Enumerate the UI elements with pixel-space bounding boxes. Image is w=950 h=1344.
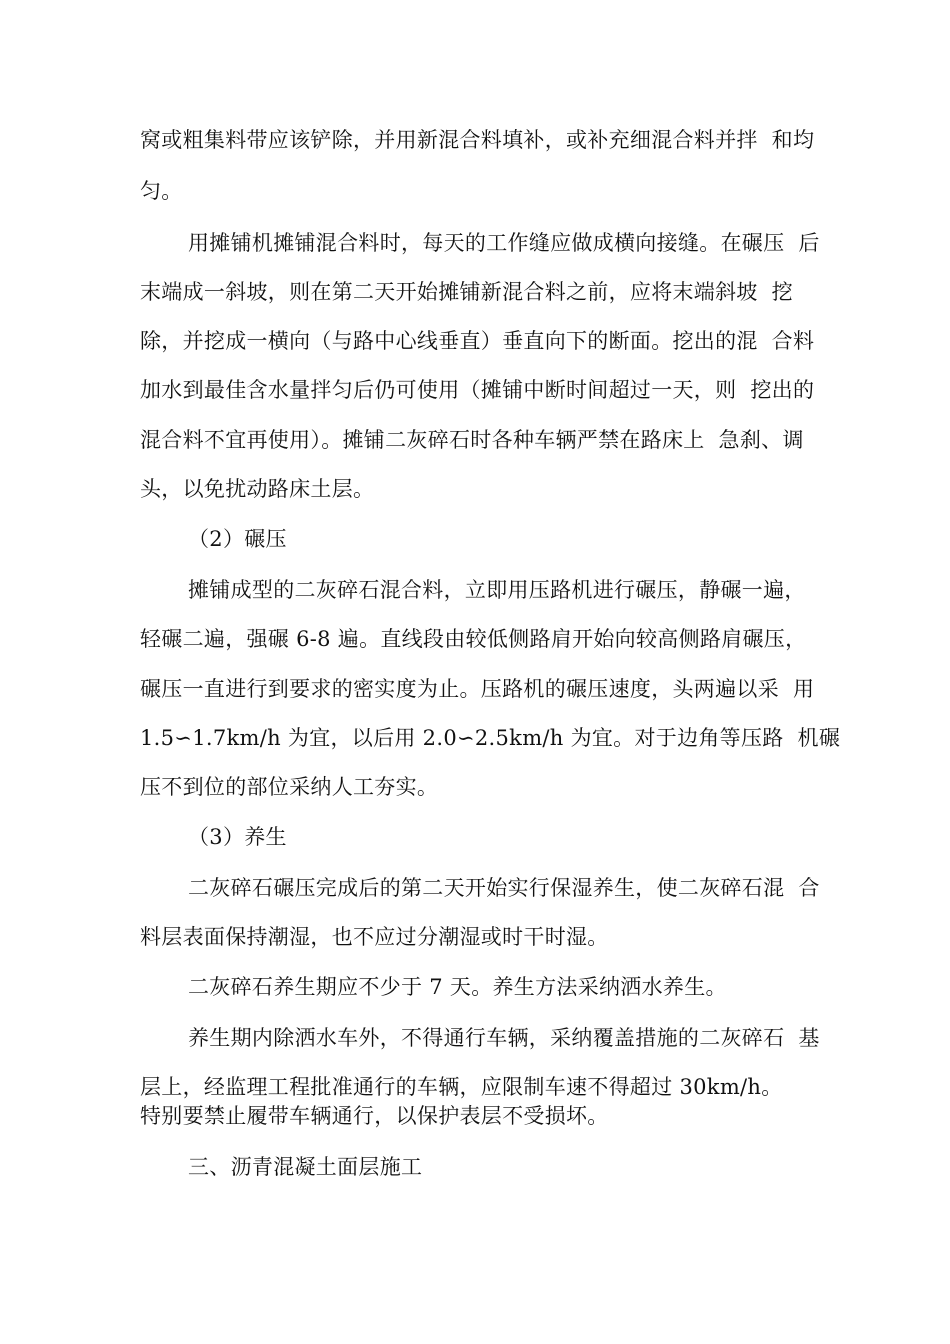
paragraph-line: 用摊铺机摊铺混合料时，每天的工作缝应做成横向接缝。在碾压 后 [188,231,820,255]
section-heading: （2）碾压 [188,527,287,551]
paragraph-line: 1.5∽1.7km/h 为宜，以后用 2.0∽2.5km/h 为宜。对于边角等压路 机碾 [140,726,841,750]
paragraph-line: 养生期内除洒水车外，不得通行车辆，采纳覆盖措施的二灰碎石 基 [188,1026,820,1050]
paragraph-line: 匀。 [140,179,183,203]
paragraph-line: 窝或粗集料带应该铲除，并用新混合料填补，或补充细混合料并拌 和均 [140,128,815,152]
paragraph-line: 料层表面保持潮湿，也不应过分潮湿或时干时湿。 [140,925,609,949]
paragraph-line: 碾压一直进行到要求的密实度为止。压路机的碾压速度，头两遍以采 用 [140,677,815,701]
paragraph-line: 二灰碎石碾压完成后的第二天开始实行保湿养生，使二灰碎石混 合 [188,876,820,900]
paragraph-line: 摊铺成型的二灰碎石混合料，立即用压路机进行碾压，静碾一遍， [188,578,806,602]
paragraph-line: 除，并挖成一横向（与路中心线垂直）垂直向下的断面。挖出的混 合料 [140,329,815,353]
paragraph-line: 混合料不宜再使用）。摊铺二灰碎石时各种车辆严禁在路床上 急刹、调 [140,428,804,452]
section-heading: （3）养生 [188,825,287,849]
paragraph-line: 头，以免扰动路床土层。 [140,477,375,501]
paragraph-line: 末端成一斜坡，则在第二天开始摊铺新混合料之前，应将末端斜坡 挖 [140,280,793,304]
paragraph-line: 加水到最佳含水量拌匀后仍可使用（摊铺中断时间超过一天，则 挖出的 [140,378,815,402]
paragraph-line: 二灰碎石养生期应不少于 7 天。养生方法采纳洒水养生。 [188,975,727,999]
section-heading: 三、沥青混凝土面层施工 [188,1155,423,1179]
paragraph-line: 特别要禁止履带车辆通行，以保护表层不受损坏。 [140,1104,609,1128]
paragraph-line: 压不到位的部位采纳人工夯实。 [140,775,439,799]
paragraph-line: 轻碾二遍，强碾 6-8 遍。直线段由较低侧路肩开始向较高侧路肩碾压， [140,627,807,651]
paragraph-line: 层上，经监理工程批准通行的车辆，应限制车速不得超过 30km/h。 [140,1075,783,1099]
